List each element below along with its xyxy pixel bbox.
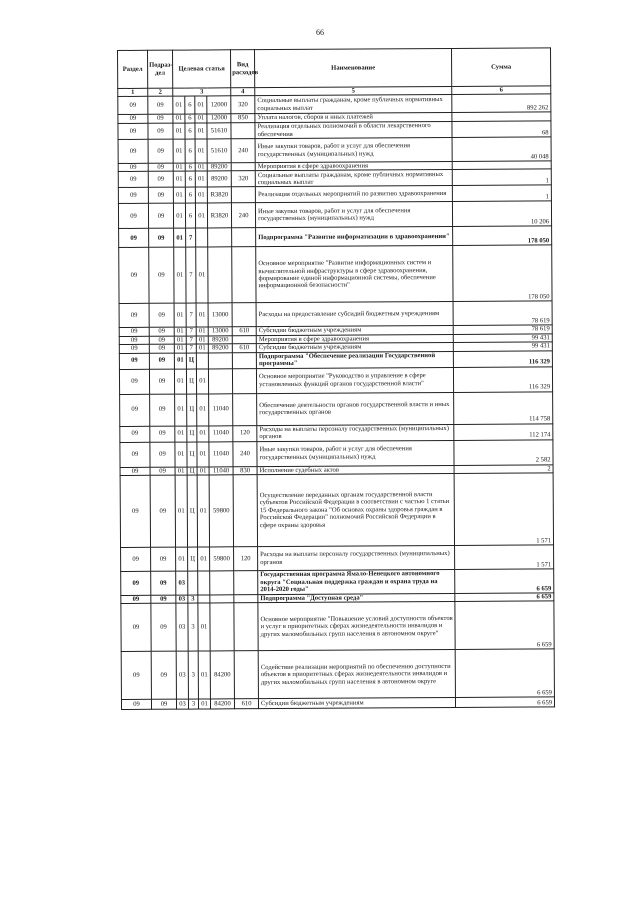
cell-subprogram: 3: [188, 651, 198, 699]
cell-podrazdel: 09: [149, 248, 174, 304]
cell-subprogram: 7: [186, 303, 196, 327]
cell-program: 01: [175, 394, 187, 426]
cell-program: 01: [174, 247, 186, 303]
cell-razdel: 09: [118, 123, 148, 139]
column-number: 2: [148, 88, 173, 96]
cell-event: 01: [196, 369, 208, 394]
cell-razdel: 09: [119, 304, 149, 328]
table-row: [119, 366, 552, 394]
table-row: [121, 649, 554, 700]
cell-naimenovanie: Исполнение судебных актов: [257, 465, 454, 475]
cell-program: 01: [174, 344, 186, 352]
cell-subprogram: 6: [185, 96, 195, 114]
cell-podrazdel: 09: [148, 204, 173, 229]
cell-summa: 1: [452, 169, 551, 186]
cell-direction: 11040: [209, 425, 233, 441]
cell-naimenovanie: Социальные выплаты гражданам, кроме публичных нормативных социальных выплат: [255, 170, 452, 187]
header-vid-rashodov: Вид расходов: [231, 50, 255, 88]
cell-vid-rashodov: [231, 123, 255, 139]
cell-podrazdel: 09: [149, 369, 174, 394]
cell-direction: 51610: [207, 139, 231, 163]
cell-naimenovanie: Реализация отдельных полномочий в области лекарственного обеспечения: [255, 121, 452, 138]
cell-summa: 178 050: [453, 226, 552, 246]
cell-subprogram: Ц: [186, 369, 196, 394]
cell-podrazdel: 09: [151, 571, 176, 595]
cell-podrazdel: 09: [149, 229, 174, 248]
cell-program: 01: [175, 442, 187, 467]
cell-summa: 99 431: [453, 334, 552, 343]
cell-podrazdel: 09: [151, 652, 176, 700]
cell-razdel: 09: [118, 139, 148, 163]
cell-event: 01: [197, 475, 209, 547]
table-row: [120, 439, 553, 467]
cell-razdel: 09: [119, 336, 149, 345]
cell-event: 01: [195, 123, 207, 139]
cell-vid-rashodov: 830: [233, 466, 257, 475]
cell-podrazdel: 09: [148, 96, 173, 114]
cell-event: 01: [195, 203, 207, 228]
cell-program: 01: [176, 547, 188, 571]
cell-podrazdel: 09: [148, 123, 173, 139]
table-row: [119, 301, 552, 328]
cell-naimenovanie: Государственная программа Ямало-Ненецкого автономного округа "Социальная поддержка граждан и охрана труда на 2014-2020 годы": [258, 569, 455, 594]
cell-program: 01: [174, 353, 186, 369]
cell-naimenovanie: Подпрограмма "Доступная среда": [258, 593, 455, 603]
cell-podrazdel: 09: [150, 394, 175, 426]
cell-vid-rashodov: [232, 303, 256, 327]
cell-razdel: 09: [121, 700, 151, 710]
cell-naimenovanie: Расходы на выплаты персоналу государственных (муниципальных) органов: [257, 424, 454, 441]
header-razdel: Раздел: [118, 50, 148, 88]
cell-event: 01: [198, 651, 210, 699]
cell-podrazdel: 09: [148, 163, 173, 172]
cell-subprogram: Ц: [187, 442, 197, 467]
cell-naimenovanie: Иные закупки товаров, работ и услуг для обеспечения государственных (муниципальных) нужд: [255, 137, 452, 162]
cell-program: 01: [173, 96, 185, 114]
cell-naimenovanie: Основное мероприятие "Развитие информационных систем и вычислительной инфраструктуры в сфере здравоохранения, формирование единой информационной системы, обеспечение информационной безопасности": [256, 246, 453, 303]
cell-razdel: 09: [118, 96, 148, 114]
table-row: [119, 226, 552, 248]
cell-direction: 89200: [207, 163, 231, 172]
cell-summa: 78 619: [453, 301, 552, 326]
cell-podrazdel: 09: [151, 547, 176, 571]
cell-naimenovanie: Осуществление переданных органам государственной власти субъектов Российской Федерации в соответствии с частью 1 статьи 15 Федерального закона "Об основах охраны здоровья граждан в Российской Федерации" полномочий Российской Федерации в сфере охраны здоровья: [257, 473, 454, 546]
cell-event: [198, 571, 210, 595]
cell-direction: 13000: [208, 303, 232, 327]
cell-event: [196, 353, 208, 369]
cell-subprogram: 3: [188, 603, 198, 651]
cell-summa: 1 571: [454, 473, 553, 546]
cell-event: 01: [197, 426, 209, 442]
cell-vid-rashodov: 240: [233, 441, 257, 466]
cell-naimenovanie: Социальные выплаты гражданам, кроме публичных нормативных социальных выплат: [255, 94, 452, 113]
cell-podrazdel: 09: [151, 595, 176, 604]
cell-direction: R3820: [207, 187, 231, 203]
header-summa: Сумма: [452, 48, 551, 87]
cell-event: 01: [195, 139, 207, 163]
cell-subprogram: 3: [188, 595, 198, 603]
cell-podrazdel: 09: [150, 475, 175, 547]
cell-podrazdel: 09: [149, 344, 174, 353]
cell-event: 01: [195, 163, 207, 171]
cell-summa: 10 206: [452, 201, 551, 227]
cell-podrazdel: 09: [149, 336, 174, 345]
column-number: 1: [118, 88, 148, 96]
cell-subprogram: Ц: [187, 475, 197, 547]
cell-subprogram: 7: [186, 247, 196, 303]
cell-podrazdel: 09: [148, 188, 173, 204]
cell-program: 03: [176, 652, 188, 700]
cell-direction: [210, 595, 234, 604]
cell-razdel: 09: [120, 442, 150, 467]
cell-razdel: 09: [119, 229, 149, 248]
cell-podrazdel: 09: [149, 353, 174, 369]
cell-direction: 11040: [209, 393, 233, 425]
table-row: [119, 245, 552, 304]
table-row: [121, 601, 554, 652]
cell-program: 01: [174, 369, 186, 394]
cell-program: 01: [175, 475, 187, 547]
cell-podrazdel: 09: [148, 114, 173, 123]
cell-naimenovanie: Иные закупки товаров, работ и услуг для обеспечения государственных (муниципальных) нужд: [257, 440, 454, 466]
cell-razdel: 09: [118, 163, 148, 172]
cell-naimenovanie: Подпрограмма "Развитие информатизации в здравоохранении": [256, 227, 453, 247]
cell-summa: 2: [454, 464, 553, 473]
cell-summa: 99 431: [453, 342, 552, 351]
cell-program: 03: [176, 571, 188, 595]
cell-podrazdel: 09: [149, 328, 174, 337]
cell-direction: 51610: [207, 123, 231, 139]
cell-vid-rashodov: 320: [231, 96, 255, 114]
cell-vid-rashodov: [234, 571, 258, 595]
table-row: [120, 391, 553, 426]
cell-subprogram: 6: [185, 203, 195, 228]
cell-razdel: 09: [118, 204, 148, 229]
cell-event: 01: [196, 247, 208, 303]
cell-subprogram: 6: [185, 139, 195, 163]
cell-direction: [208, 352, 232, 368]
budget-table: [117, 47, 555, 710]
cell-direction: [208, 228, 232, 247]
cell-vid-rashodov: 610: [232, 344, 256, 353]
cell-program: 01: [173, 171, 185, 187]
cell-naimenovanie: Расходы на выплаты персоналу государственных (муниципальных) органов: [258, 545, 455, 570]
cell-razdel: 09: [120, 467, 150, 476]
cell-direction: 13000: [208, 327, 232, 336]
cell-podrazdel: 09: [149, 304, 174, 328]
table-row: [118, 137, 551, 164]
cell-vid-rashodov: 240: [231, 203, 255, 228]
cell-direction: [208, 247, 232, 303]
cell-subprogram: 7: [186, 344, 196, 352]
cell-naimenovanie: Субсидии бюджетным учреждениям: [259, 698, 456, 709]
cell-naimenovanie: Расходы на предоставление субсидий бюджетным учреждениям: [256, 302, 453, 327]
cell-direction: 11040: [209, 441, 233, 466]
cell-razdel: 09: [120, 475, 150, 547]
cell-vid-rashodov: [233, 475, 257, 547]
cell-vid-rashodov: [232, 247, 256, 303]
cell-vid-rashodov: 610: [235, 699, 259, 709]
cell-podrazdel: 09: [150, 426, 175, 442]
cell-program: 01: [173, 163, 185, 171]
cell-program: 03: [176, 700, 188, 710]
table-row: [121, 545, 554, 572]
cell-vid-rashodov: 850: [231, 114, 255, 123]
cell-direction: 89200: [208, 336, 232, 345]
cell-naimenovanie: Субсидии бюджетным учреждениям: [256, 326, 453, 336]
cell-program: 01: [173, 139, 185, 163]
cell-naimenovanie: Субсидии бюджетным учреждениям: [256, 343, 453, 353]
cell-naimenovanie: Основное мероприятие "Руководство и управление в сфере установленных функций органов государственной власти": [256, 367, 453, 393]
cell-program: 03: [176, 595, 188, 603]
cell-program: 01: [173, 114, 185, 123]
cell-razdel: 09: [119, 369, 149, 394]
cell-subprogram: 3: [188, 699, 198, 709]
cell-razdel: 09: [118, 114, 148, 123]
cell-subprogram: 6: [185, 123, 195, 139]
cell-direction: 12000: [207, 114, 231, 123]
cell-summa: 1 571: [455, 545, 554, 570]
cell-razdel: 09: [121, 547, 151, 571]
cell-event: 01: [196, 336, 208, 344]
cell-summa: 6 659: [455, 593, 554, 602]
cell-event: [198, 595, 210, 603]
cell-vid-rashodov: [231, 187, 255, 203]
cell-summa: 2 582: [454, 439, 553, 465]
cell-direction: [210, 603, 234, 651]
cell-razdel: 09: [118, 188, 148, 204]
cell-razdel: 09: [120, 426, 150, 442]
header-podrazdel: Подраз-дел: [148, 50, 173, 88]
cell-vid-rashodov: [234, 651, 258, 699]
page-number: 66: [316, 28, 324, 37]
cell-summa: 6 659: [455, 649, 554, 698]
cell-subprogram: 7: [186, 327, 196, 335]
header-row: [118, 48, 551, 89]
table-row: [121, 569, 554, 596]
cell-podrazdel: 09: [151, 604, 176, 652]
cell-program: 01: [174, 228, 186, 247]
cell-razdel: 09: [121, 652, 151, 700]
header-naimenovanie: Наименование: [255, 48, 452, 87]
cell-naimenovanie: Уплата налогов, сборов и иных платежей: [255, 112, 452, 122]
cell-razdel: 09: [119, 328, 149, 337]
cell-summa: 6 659: [455, 569, 554, 594]
cell-event: 01: [195, 96, 207, 114]
cell-subprogram: [188, 571, 198, 595]
cell-direction: R3820: [207, 203, 231, 228]
cell-vid-rashodov: [234, 603, 258, 651]
cell-razdel: 09: [121, 571, 151, 595]
cell-naimenovanie: Подпрограмма "Обеспечение реализации Государственной программы": [256, 351, 453, 368]
cell-program: 01: [174, 336, 186, 344]
cell-naimenovanie: Иные закупки товаров, работ и услуг для обеспечения государственных (муниципальных) нужд: [255, 202, 452, 228]
cell-vid-rashodov: 120: [234, 547, 258, 571]
header-celevaya-statya: Целевая статья: [173, 50, 231, 88]
cell-summa: 114 758: [454, 391, 553, 424]
cell-subprogram: 7: [186, 228, 196, 247]
cell-direction: [210, 571, 234, 595]
cell-event: 01: [197, 442, 209, 467]
table-row: [121, 697, 554, 710]
cell-naimenovanie: Основное мероприятие "Повышение условий доступности объектов и услуг в приоритетных сферах жизнедеятельности инвалидов и других маломобильных групп населения в автономном округе": [258, 602, 455, 651]
cell-razdel: 09: [119, 345, 149, 354]
cell-subprogram: Ц: [187, 394, 197, 426]
cell-summa: 116 329: [453, 366, 552, 392]
cell-vid-rashodov: 610: [232, 327, 256, 336]
cell-direction: 59800: [209, 475, 233, 547]
cell-program: 01: [175, 426, 187, 442]
cell-event: 01: [195, 114, 207, 123]
table-row: [120, 473, 553, 548]
cell-direction: 12000: [207, 96, 231, 114]
cell-program: 01: [173, 203, 185, 228]
cell-podrazdel: 09: [151, 700, 176, 710]
cell-summa: 112 174: [454, 423, 553, 440]
cell-subprogram: 6: [185, 187, 195, 203]
cell-naimenovanie: Мероприятия в сфере здравоохранения: [256, 334, 453, 344]
cell-event: 01: [197, 467, 209, 475]
cell-event: 01: [198, 603, 210, 651]
cell-event: 01: [198, 547, 210, 571]
cell-program: 03: [176, 604, 188, 652]
cell-program: 01: [174, 327, 186, 335]
cell-event: 01: [196, 303, 208, 327]
cell-event: 01: [196, 344, 208, 352]
cell-vid-rashodov: [233, 393, 257, 425]
cell-subprogram: Ц: [187, 467, 197, 475]
cell-razdel: 09: [121, 604, 151, 652]
cell-naimenovanie: Содействие реализации мероприятий по обеспечению доступности объектов в приоритетных сферах жизнедеятельности инвалидов и других маломобильных групп населения в автономном округе: [258, 650, 455, 699]
cell-podrazdel: 09: [148, 172, 173, 188]
cell-vid-rashodov: [234, 595, 258, 604]
cell-summa: 6 659: [456, 697, 555, 708]
cell-program: 01: [174, 303, 186, 327]
cell-event: 01: [195, 187, 207, 203]
cell-vid-rashodov: 320: [231, 171, 255, 187]
cell-event: 01: [195, 171, 207, 187]
cell-razdel: 09: [119, 353, 149, 369]
cell-naimenovanie: Обеспечение деятельности органов государственной власти и иных государственных органов: [257, 392, 454, 425]
cell-summa: 892 262: [452, 94, 551, 113]
cell-podrazdel: 09: [150, 442, 175, 467]
cell-direction: 11040: [209, 466, 233, 475]
cell-event: 01: [196, 327, 208, 335]
cell-razdel: 09: [119, 248, 149, 304]
cell-vid-rashodov: [232, 228, 256, 247]
cell-direction: 84200: [210, 651, 234, 699]
cell-event: 01: [197, 394, 209, 426]
cell-subprogram: 6: [185, 171, 195, 187]
cell-event: 01: [198, 699, 210, 709]
cell-direction: 84200: [210, 699, 234, 709]
cell-summa: 6 659: [455, 601, 554, 650]
cell-vid-rashodov: 120: [233, 425, 257, 441]
cell-podrazdel: 09: [148, 139, 173, 163]
cell-naimenovanie: Реализация отдельных мероприятий по развитию здравоохранения: [255, 186, 452, 203]
cell-program: 01: [175, 467, 187, 475]
cell-direction: 59800: [210, 547, 234, 571]
cell-vid-rashodov: [231, 163, 255, 172]
cell-summa: 68: [452, 121, 551, 138]
column-number: 6: [452, 86, 551, 95]
cell-summa: 1: [452, 185, 551, 202]
cell-vid-rashodov: [232, 335, 256, 344]
column-number: 4: [231, 88, 255, 96]
cell-vid-rashodov: 240: [231, 139, 255, 163]
cell-direction: 89200: [208, 344, 232, 353]
cell-razdel: 09: [118, 172, 148, 188]
cell-subprogram: Ц: [188, 547, 198, 571]
cell-program: 01: [173, 187, 185, 203]
table-row: [118, 201, 551, 229]
cell-vid-rashodov: [232, 352, 256, 368]
cell-vid-rashodov: [232, 368, 256, 393]
cell-subprogram: 7: [186, 336, 196, 344]
cell-razdel: 09: [120, 394, 150, 426]
column-number: 3: [173, 88, 231, 96]
column-number: 5: [255, 86, 452, 95]
cell-subprogram: 6: [185, 114, 195, 123]
cell-program: 01: [173, 123, 185, 139]
cell-subprogram: Ц: [187, 426, 197, 442]
cell-direction: [208, 368, 232, 393]
cell-summa: 40 048: [452, 137, 551, 162]
cell-summa: 178 050: [453, 245, 552, 302]
cell-summa: 78 619: [453, 325, 552, 334]
cell-summa: 116 329: [453, 350, 552, 367]
cell-naimenovanie: Мероприятия в сфере здравоохранения: [255, 161, 452, 171]
cell-subprogram: 6: [185, 163, 195, 171]
cell-razdel: 09: [121, 595, 151, 604]
cell-podrazdel: 09: [150, 467, 175, 476]
cell-event: [196, 228, 208, 247]
cell-subprogram: Ц: [186, 353, 196, 369]
cell-direction: 89200: [207, 171, 231, 187]
